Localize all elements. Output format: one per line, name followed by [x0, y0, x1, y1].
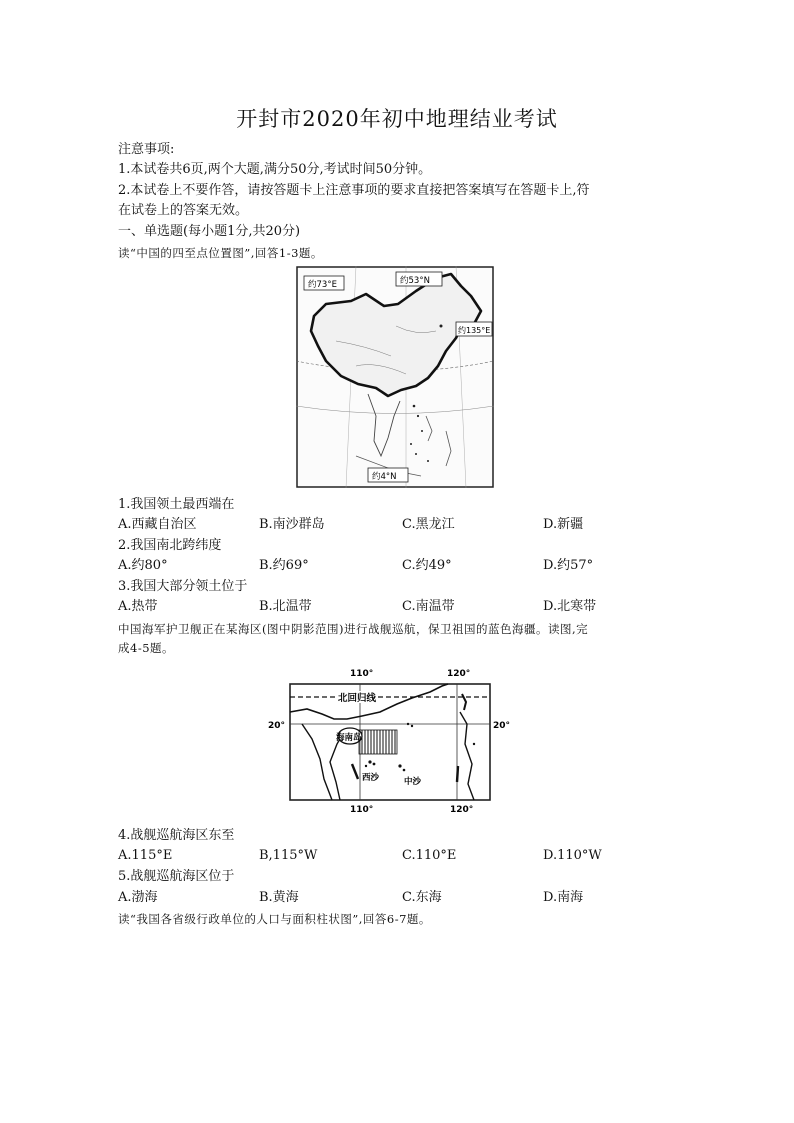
q4-option-a[interactable]: A.115°E	[118, 848, 173, 863]
q3-option-b[interactable]: B.北温带	[259, 599, 312, 614]
south-china-sea-map	[262, 664, 512, 816]
map1-south-label: 约4°N	[372, 472, 397, 482]
q1-option-c[interactable]: C.黑龙江	[402, 517, 455, 532]
map1-east-label: 约135°E	[458, 326, 491, 335]
q4-option-c[interactable]: C.110°E	[402, 848, 457, 863]
exam-title: 开封市2020年初中地理结业考试	[236, 107, 558, 131]
q5-option-b[interactable]: B.黄海	[259, 890, 299, 905]
notes-heading: 注意事项:	[118, 142, 175, 157]
intro-q4-5-cont: 成4-5题。	[118, 641, 175, 655]
q1-option-b[interactable]: B.南沙群岛	[259, 517, 325, 532]
map1-north-label: 约53°N	[400, 276, 430, 286]
map2-island-mark-east	[457, 766, 458, 782]
q1-option-a[interactable]: A.西藏自治区	[118, 517, 197, 532]
q2-option-a[interactable]: A.约80°	[118, 558, 168, 573]
q2-stem: 2.我国南北跨纬度	[118, 538, 222, 553]
intro-q4-5: 中国海军护卫舰正在某海区(图中阴影范围)进行战舰巡航，保卫祖国的蓝色海疆。读图,完	[118, 622, 589, 636]
q1-stem: 1.我国领土最西端在	[118, 497, 235, 512]
lon-120-bottom: 120°	[450, 805, 474, 815]
map2-frame	[290, 684, 490, 800]
notes-item-2-cont: 在试卷上的答案无效。	[118, 203, 249, 218]
q5-stem: 5.战舰巡航海区位于	[118, 869, 235, 884]
tropic-label: 北回归线	[338, 693, 377, 704]
q5-option-c[interactable]: C.东海	[402, 890, 442, 905]
lon-110-top: 110°	[350, 669, 374, 679]
lat-20-left: 20°	[268, 721, 286, 731]
q5-option-d[interactable]: D.南海	[543, 890, 584, 905]
q3-stem: 3.我国大部分领土位于	[118, 579, 248, 594]
lon-120-top: 120°	[447, 669, 471, 679]
q3-option-c[interactable]: C.南温带	[402, 599, 455, 614]
q3-option-d[interactable]: D.北寒带	[543, 599, 597, 614]
q4-option-d[interactable]: D.110°W	[543, 848, 602, 863]
q2-option-d[interactable]: D.约57°	[543, 558, 594, 573]
china-extremity-map	[296, 266, 494, 488]
xisha-label: 西沙	[362, 773, 380, 783]
intro-q6-7: 读“我国各省级行政单位的人口与面积柱状图”,回答6-7题。	[118, 912, 431, 926]
zhongsha-label: 中沙	[404, 777, 422, 787]
section-heading: 一、单选题(每小题1分,共20分)	[118, 224, 301, 239]
q1-option-d[interactable]: D.新疆	[543, 517, 584, 532]
lon-110-bottom: 110°	[350, 805, 374, 815]
q4-stem: 4.战舰巡航海区东至	[118, 828, 235, 843]
map1-west-label: 约73°E	[308, 280, 337, 290]
q5-option-a[interactable]: A.渤海	[118, 890, 158, 905]
notes-item-1: 1.本试卷共6页,两个大题,满分50分,考试时间50分钟。	[118, 162, 432, 177]
q4-option-b[interactable]: B,115°W	[259, 848, 318, 863]
q3-option-a[interactable]: A.热带	[118, 599, 158, 614]
intro-q1-3: 读“中国的四至点位置图”,回答1-3题。	[118, 246, 323, 260]
notes-item-2: 2.本试卷上不要作答，请按答题卡上注意事项的要求直接把答案填写在答题卡上,符	[118, 183, 590, 198]
hainan-label: 海南岛	[336, 733, 362, 743]
q2-option-c[interactable]: C.约49°	[402, 558, 452, 573]
q2-option-b[interactable]: B.约69°	[259, 558, 309, 573]
lat-20-right: 20°	[493, 721, 511, 731]
